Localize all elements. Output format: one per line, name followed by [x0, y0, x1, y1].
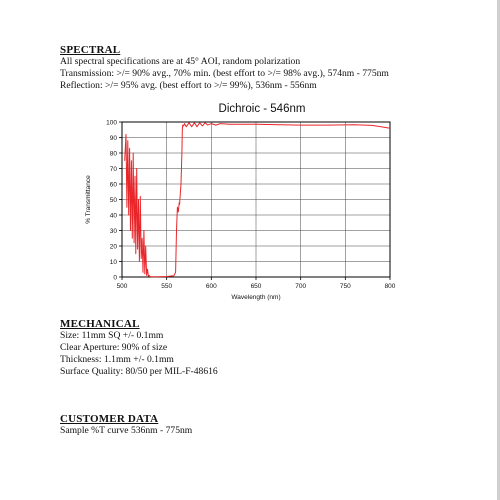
- y-tick-label: 10: [109, 258, 117, 266]
- spectral-line-transmission: Transmission: >/= 90% avg., 70% min. (best effort to >/= 98% avg.), 574nm - 775nm: [60, 68, 389, 79]
- y-tick-label: 70: [109, 165, 117, 173]
- x-tick-label: 500: [116, 283, 128, 290]
- spectral-line-reflection: Reflection: >/= 95% avg. (best effort to >/= 99%), 536nm - 556nm: [60, 80, 317, 91]
- spectral-heading: SPECTRAL: [60, 44, 121, 56]
- customer-line-sample: Sample %T curve 536nm - 775nm: [60, 425, 193, 436]
- y-tick-label: 60: [109, 181, 117, 189]
- y-tick-label: 100: [106, 119, 117, 127]
- spectral-line-aoi: All spectral specifications are at 45° AOI, random polarization: [60, 56, 301, 67]
- mechanical-line-size: Size: 11mm SQ +/- 0.1mm: [60, 330, 164, 341]
- x-tick-label: 800: [384, 283, 396, 290]
- x-tick-label: 600: [205, 283, 217, 290]
- x-tick-label: 550: [161, 283, 173, 290]
- y-axis-label: % Transmittance: [85, 175, 92, 224]
- y-tick-label: 50: [109, 196, 117, 204]
- mechanical-line-thickness: Thickness: 1.1mm +/- 0.1mm: [60, 354, 174, 365]
- chart-title: Dichroic - 546nm: [218, 103, 306, 115]
- mechanical-section: [60, 318, 218, 378]
- y-tick-label: 40: [109, 212, 117, 220]
- y-tick-label: 30: [109, 227, 117, 235]
- mechanical-line-surface: Surface Quality: 80/50 per MIL-F-48616: [60, 366, 218, 377]
- x-axis-label: Wavelength (nm): [231, 294, 281, 301]
- y-tick-label: 20: [109, 243, 117, 251]
- x-tick-label: 750: [339, 283, 351, 290]
- x-tick-label: 650: [250, 283, 262, 290]
- mechanical-heading: MECHANICAL: [60, 318, 140, 330]
- y-tick-label: 80: [109, 150, 117, 158]
- customer-heading: CUSTOMER DATA: [60, 413, 159, 425]
- y-tick-label: 0: [113, 274, 117, 282]
- x-tick-label: 700: [295, 283, 307, 290]
- customer-section: [60, 413, 192, 437]
- mechanical-line-aperture: Clear Aperture: 90% of size: [60, 342, 168, 353]
- y-tick-label: 90: [109, 134, 117, 142]
